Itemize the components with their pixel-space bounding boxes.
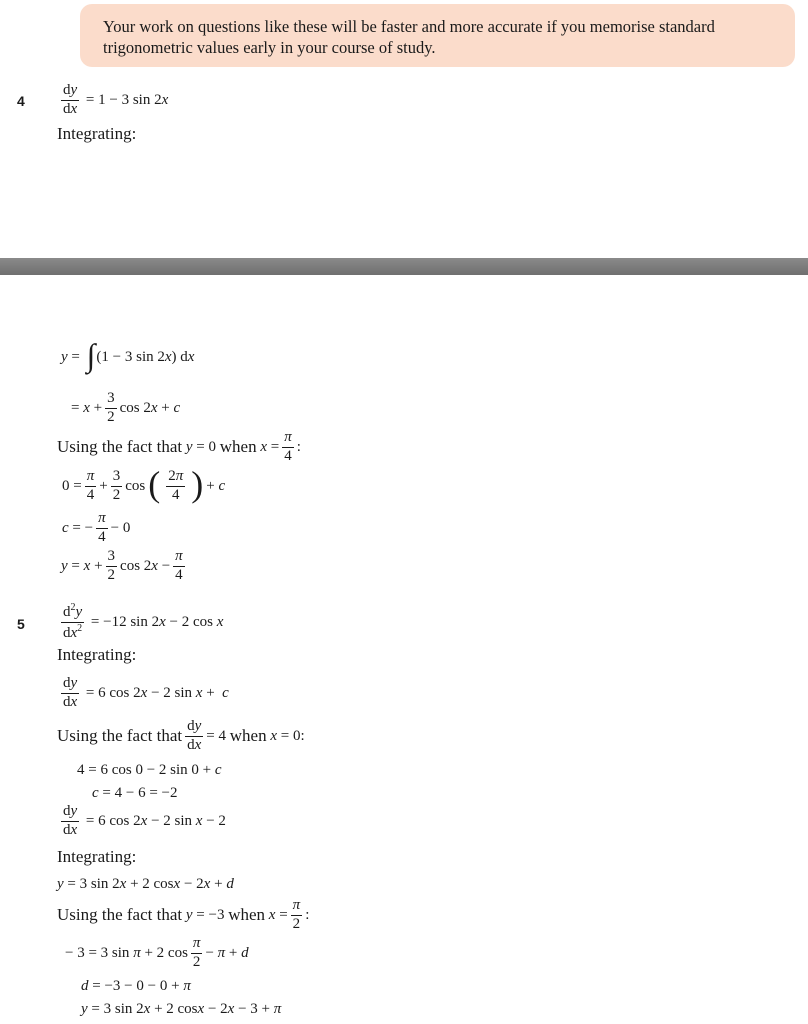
q4-constant-value: c = − $\frac{\pi}{4}$ − 0 bbox=[62, 510, 131, 545]
q5-equation: $\frac{d^2y}{dx^2}$ = −12 sin 2x − 2 cos x bbox=[63, 602, 224, 641]
q4-integral-line: y = ∫ (1 − 3 sin 2 x ) d x bbox=[61, 337, 195, 373]
q4-substitution: 0 = $\frac{\pi}{4}$ + $\frac{3}{2}$ cos ( $\frac{2\pi}{4}$ ) + c bbox=[62, 464, 226, 504]
q5-integral-result: y = 3 sin 2 x + 2 cos x − 2 x + d bbox=[57, 876, 234, 892]
q5-integrating-label-1: Integrating: bbox=[57, 645, 137, 664]
tip-box bbox=[80, 4, 795, 67]
q4-using-fact-label: Using the fact that bbox=[57, 437, 183, 457]
q5-using-fact-line-2: Using the fact that y = −3 when x = $\frac{\pi}{2}$ : bbox=[57, 897, 310, 932]
q5-first-derivative: $\frac{dy}{dx}$ = 6 cos 2x − 2 sin x + c bbox=[63, 675, 229, 710]
q4-integrating-label: Integrating: bbox=[57, 124, 137, 143]
q5-derivative-result: $\frac{dy}{dx}$ = 6 cos 2x − 2 sin x − 2 bbox=[63, 803, 226, 838]
q4-using-fact-line: Using the fact that y = 0 when x = $\frac{\pi}{4}$ : bbox=[57, 429, 301, 464]
q5-final-answer: y = 3 sin 2 x + 2 cos x − 2 x − 3 + π bbox=[81, 1001, 282, 1017]
q5-using-fact-label-2: Using the fact that bbox=[57, 905, 183, 925]
q5-substitution-2: − 3 = 3 sin π + 2 cos $\frac{\pi}{2}$ − π + d bbox=[65, 935, 249, 970]
q5-constant-d: d = −3 − 0 − 0 + π bbox=[81, 978, 191, 994]
question-4-number: 4 bbox=[17, 93, 25, 109]
q4-final-answer: y = x + $\frac{3}{2}$ cos 2 x − $\frac{\pi}{4}$ bbox=[61, 548, 183, 583]
q5-using-fact-line-1: Using the fact that $\frac{dy}{dx}$ = 4 when x = 0: bbox=[57, 718, 305, 753]
q4-equation: $\frac{dy}{dx}$ = 1 − 3 sin 2x bbox=[63, 82, 169, 117]
q5-integrating-label-2: Integrating: bbox=[57, 847, 137, 866]
q4-integral-result: = x + $\frac{3}{2}$ cos 2 x + c bbox=[71, 390, 181, 425]
q5-constant-c: c = 4 − 6 = −2 bbox=[92, 785, 178, 801]
tip-line-2: trigonometric values early in your course of study. bbox=[103, 38, 436, 57]
question-5-number: 5 bbox=[17, 616, 25, 632]
q5-using-fact-label-1: Using the fact that bbox=[57, 726, 183, 746]
q5-substitution-1: 4 = 6 cos 0 − 2 sin 0 + c bbox=[77, 762, 222, 778]
tip-line-1: Your work on questions like these will be faster and more accurate if you memorise standard bbox=[103, 17, 715, 36]
page-divider bbox=[0, 258, 808, 275]
